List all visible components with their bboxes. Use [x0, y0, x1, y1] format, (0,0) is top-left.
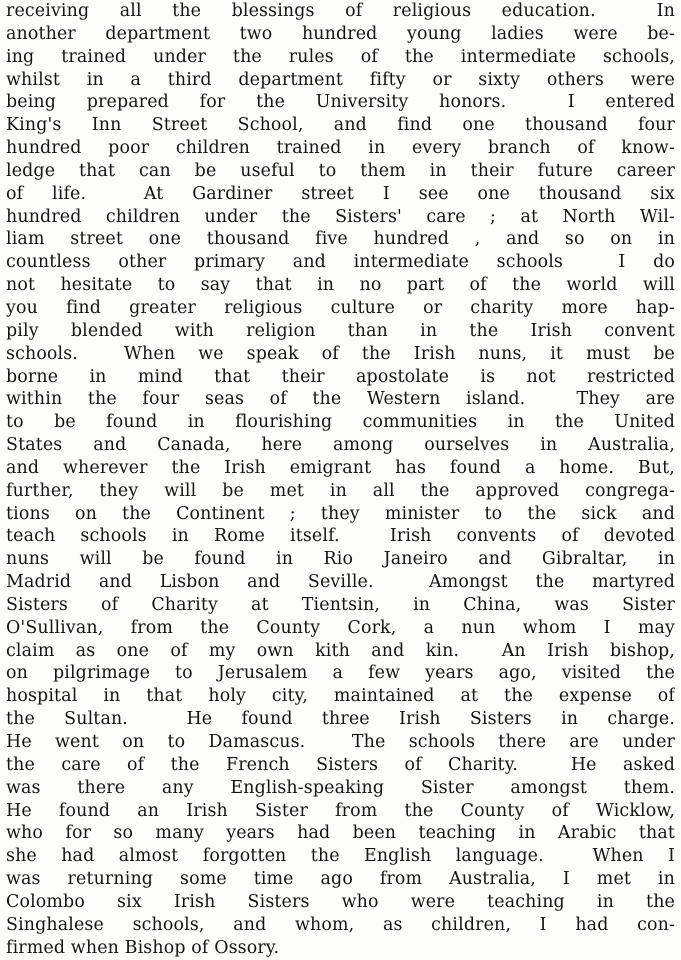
text-line: hospital in that holy city, maintained at the expense of	[6, 686, 675, 707]
text-line: ing trained under the rules of the intermediate schools,	[6, 46, 675, 67]
article-body	[6, 0, 675, 959]
text-line: countless other primary and intermediate schools I do	[6, 252, 675, 273]
text-line: ledge that can be useful to them in their future career	[6, 160, 675, 181]
text-line: further, they will be met in all the approved congrega-	[6, 480, 675, 501]
text-line: King's Inn Street School, and find one thousand four	[6, 115, 675, 136]
text-line: of life. At Gardiner street I see one thousand six	[6, 183, 675, 204]
text-line: Sisters of Charity at Tientsin, in China, was Sister	[6, 594, 675, 615]
text-line: He found an Irish Sister from the County of Wicklow,	[6, 800, 675, 821]
text-line: the care of the French Sisters of Charity. He asked	[6, 754, 675, 775]
text-line: receiving all the blessings of religious education. In	[6, 1, 675, 21]
text-line: was there any English-speaking Sister amongst them.	[6, 777, 675, 798]
text-line: who for so many years had been teaching in Arabic that	[6, 823, 675, 844]
text-line: pily blended with religion than in the Irish convent	[6, 320, 675, 341]
text-line: Singhalese schools, and whom, as children, I had con-	[6, 914, 675, 935]
text-line: O'Sullivan, from the County Cork, a nun whom I may	[6, 617, 675, 638]
text-line: being prepared for the University honors. I entered	[6, 92, 675, 113]
text-line: firmed when Bishop of Ossory.	[6, 937, 280, 958]
text-line: you find greater religious culture or charity more hap-	[6, 297, 675, 318]
text-line: the Sultan. He found three Irish Sisters in charge.	[6, 709, 675, 730]
text-line: not hesitate to say that in no part of the world will	[6, 275, 675, 296]
text-line: within the four seas of the Western island. They are	[6, 389, 675, 410]
text-line: teach schools in Rome itself. Irish convents of devoted	[6, 526, 675, 547]
text-line: tions on the Continent ; they minister to the sick and	[6, 503, 675, 524]
text-line: whilst in a third department fifty or sixty others were	[6, 69, 675, 90]
text-line: borne in mind that their apostolate is not restricted	[6, 366, 675, 387]
text-line: States and Canada, here among ourselves in Australia,	[6, 435, 675, 456]
text-line: she had almost forgotten the English language. When I	[6, 846, 675, 867]
text-line: to be found in flourishing communities in the United	[6, 412, 675, 433]
text-line: schools. When we speak of the Irish nuns, it must be	[6, 343, 675, 364]
text-line: He went on to Damascus. The schools there are under	[6, 732, 675, 752]
text-line: Madrid and Lisbon and Seville. Amongst the martyred	[6, 572, 675, 593]
text-line: claim as one of my own kith and kin. An Irish bishop,	[6, 640, 675, 661]
text-line: on pilgrimage to Jerusalem a few years ago, visited the	[6, 663, 675, 684]
text-line: was returning some time ago from Australia, I met in	[6, 869, 675, 890]
text-line: hundred poor children trained in every branch of know-	[6, 138, 675, 159]
text-line: and wherever the Irish emigrant has found a home. But,	[6, 457, 675, 478]
text-line: Colombo six Irish Sisters who were teaching in the	[6, 891, 675, 912]
text-line: liam street one thousand five hundred , and so on in	[6, 229, 675, 250]
text-line: nuns will be found in Rio Janeiro and Gibraltar, in	[6, 549, 675, 570]
text-line: another department two hundred young ladies were be-	[6, 23, 675, 44]
text-line: hundred children under the Sisters' care ; at North Wil-	[6, 206, 675, 227]
